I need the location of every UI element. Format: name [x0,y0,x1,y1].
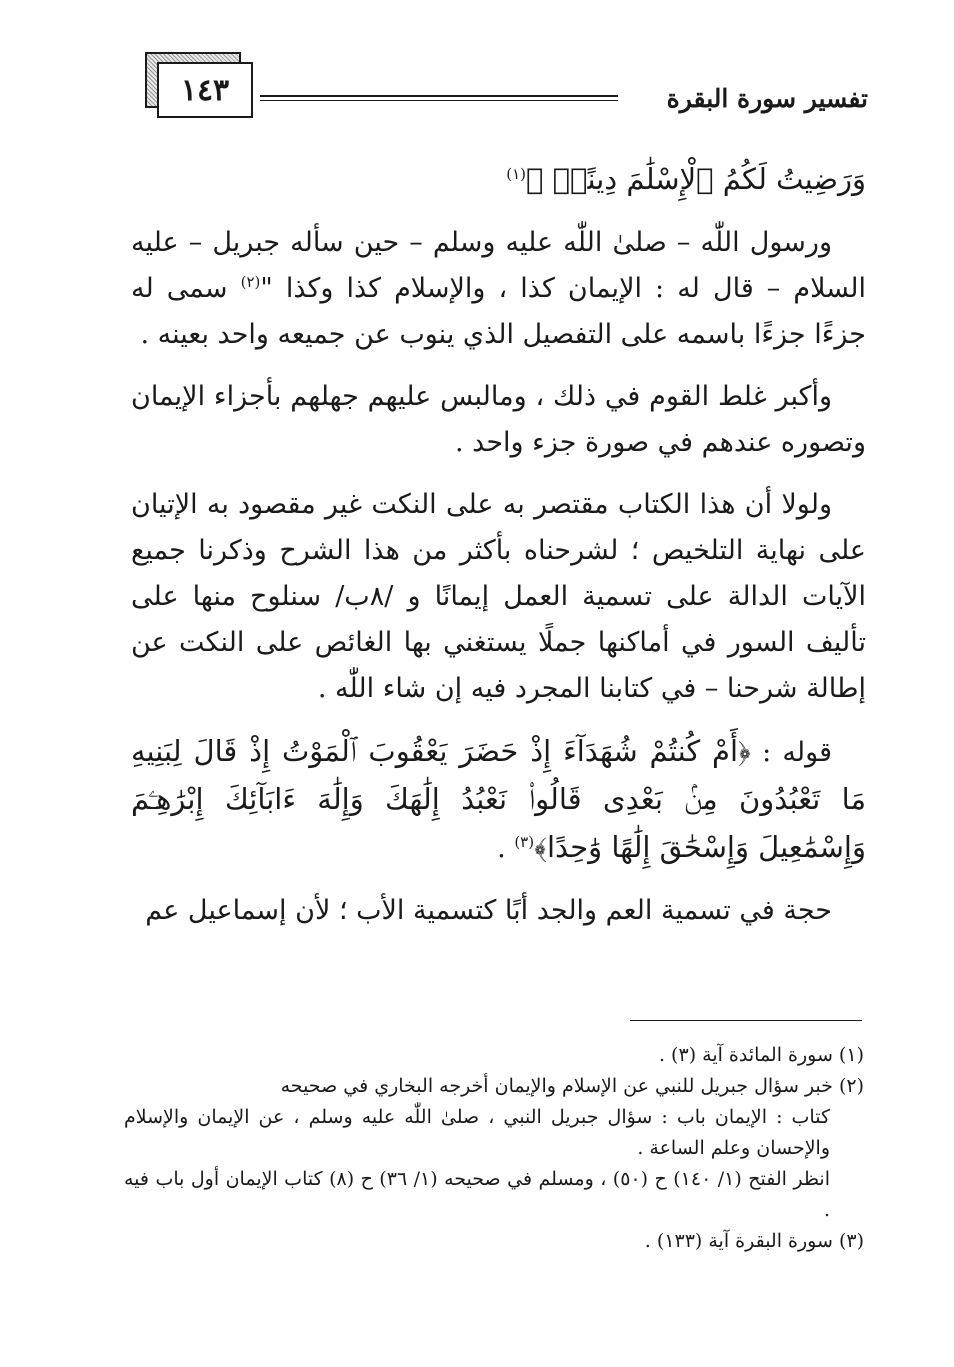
footnote-separator [630,1020,862,1021]
paragraph-1-text: ورسول اللّٰه – صلىٰ اللّٰه عليه وسلم – حين سأله جبريل – عليه السلام – قال له : الإيمان كذا ، والإسلام كذا وكذا " [131,227,866,304]
footnote-2-line-3: انظر الفتح (١/ ١٤٠) ح (٥٠) ، ومسلم في صحيحه (١/ ٣٦) ح (٨) كتاب الإيمان أول باب فيه . [124,1168,830,1221]
running-title: تفسير سورة البقرة [666,84,868,113]
footnote-2-line-1: (٢) خبر سؤال جبريل للنبي عن الإسلام والإيمان أخرجه البخاري في صحيحه [280,1075,864,1097]
footnote-ref-1: (١) [506,165,527,183]
paragraph-1 [131,220,866,358]
footnote-1: (١) سورة المائدة آية (٣) . [658,1044,864,1066]
footnote-2-line-2: كتاب : الإيمان باب : سؤال جبريل النبي ، صلىٰ اللّٰه عليه وسلم ، عن الإيمان والإسلام والإحسان وعلم الساعة . [124,1106,830,1159]
paragraph-4-end: . [497,833,515,864]
header-rule [260,95,618,97]
header-rule-thin [260,100,618,101]
paragraph-1-end: سمى له جزءًا جزءًا باسمه على التفصيل الذي ينوب عن جميعه واحد بعينه . [131,273,866,350]
footnote-ref-2: (٢) [240,273,261,291]
footnote-ref-3: (٣) [514,833,535,851]
verse-top-line [131,156,866,204]
paragraph-4-lead: قوله : [750,737,832,768]
paragraph-2: وأكبر غلط القوم في ذلك ، ومالبس عليهم جهلهم بأجزاء الإيمان وتصوره عندهم في صورة جزء واحد . [131,381,866,458]
main-text [131,156,866,950]
quran-verse: وَرَضِيتُ لَكُمُ ٱلْإِسْلَٰمَ دِينًاۚ ﴾ [526,162,866,196]
paragraph-5: حجة في تسمية العم والجد أبًا كتسمية الأب ؛ لأن إسماعيل عم [145,895,832,926]
paragraph-4 [131,728,866,872]
paragraph-3: ولولا أن هذا الكتاب مقتصر به على النكت غير مقصود به الإتيان على نهاية التلخيص ؛ لشرحناه بأكثر من هذا الشرح وذكرنا جميع الآيات الدالة على تسمية العمل إيمانًا و /٨ب/ سنلوح منها على تأليف السور في أماكنها جملًا يستغني بها الغائص على النكت عن إطالة شرحنا – في كتابنا المجرد فيه إن شاء اللّٰه . [131,489,867,704]
page-number: ١٤٣ [157,62,253,118]
quran-verse-2: ﴿أَمْ كُنتُمْ شُهَدَآءَ إِذْ حَضَرَ يَعْقُوبَ ٱلْمَوْتُ إِذْ قَالَ لِبَنِيهِ مَا تَعْبُدُونَ مِنۢ بَعْدِى قَالُوا۟ نَعْبُدُ إِلَٰهَكَ وَإِلَٰهَ ءَابَآئِكَ إِبْرَٰهِـۧمَ وَإِسْمَٰعِيلَ وَإِسْحَٰقَ إِلَٰهًا وَٰحِدًا﴾ [131,734,866,864]
footnote-3: (٣) سورة البقرة آية (١٣٣) . [644,1230,864,1252]
footnotes [124,1040,864,1257]
footnote-2 [124,1071,864,1226]
page-header [0,48,954,128]
